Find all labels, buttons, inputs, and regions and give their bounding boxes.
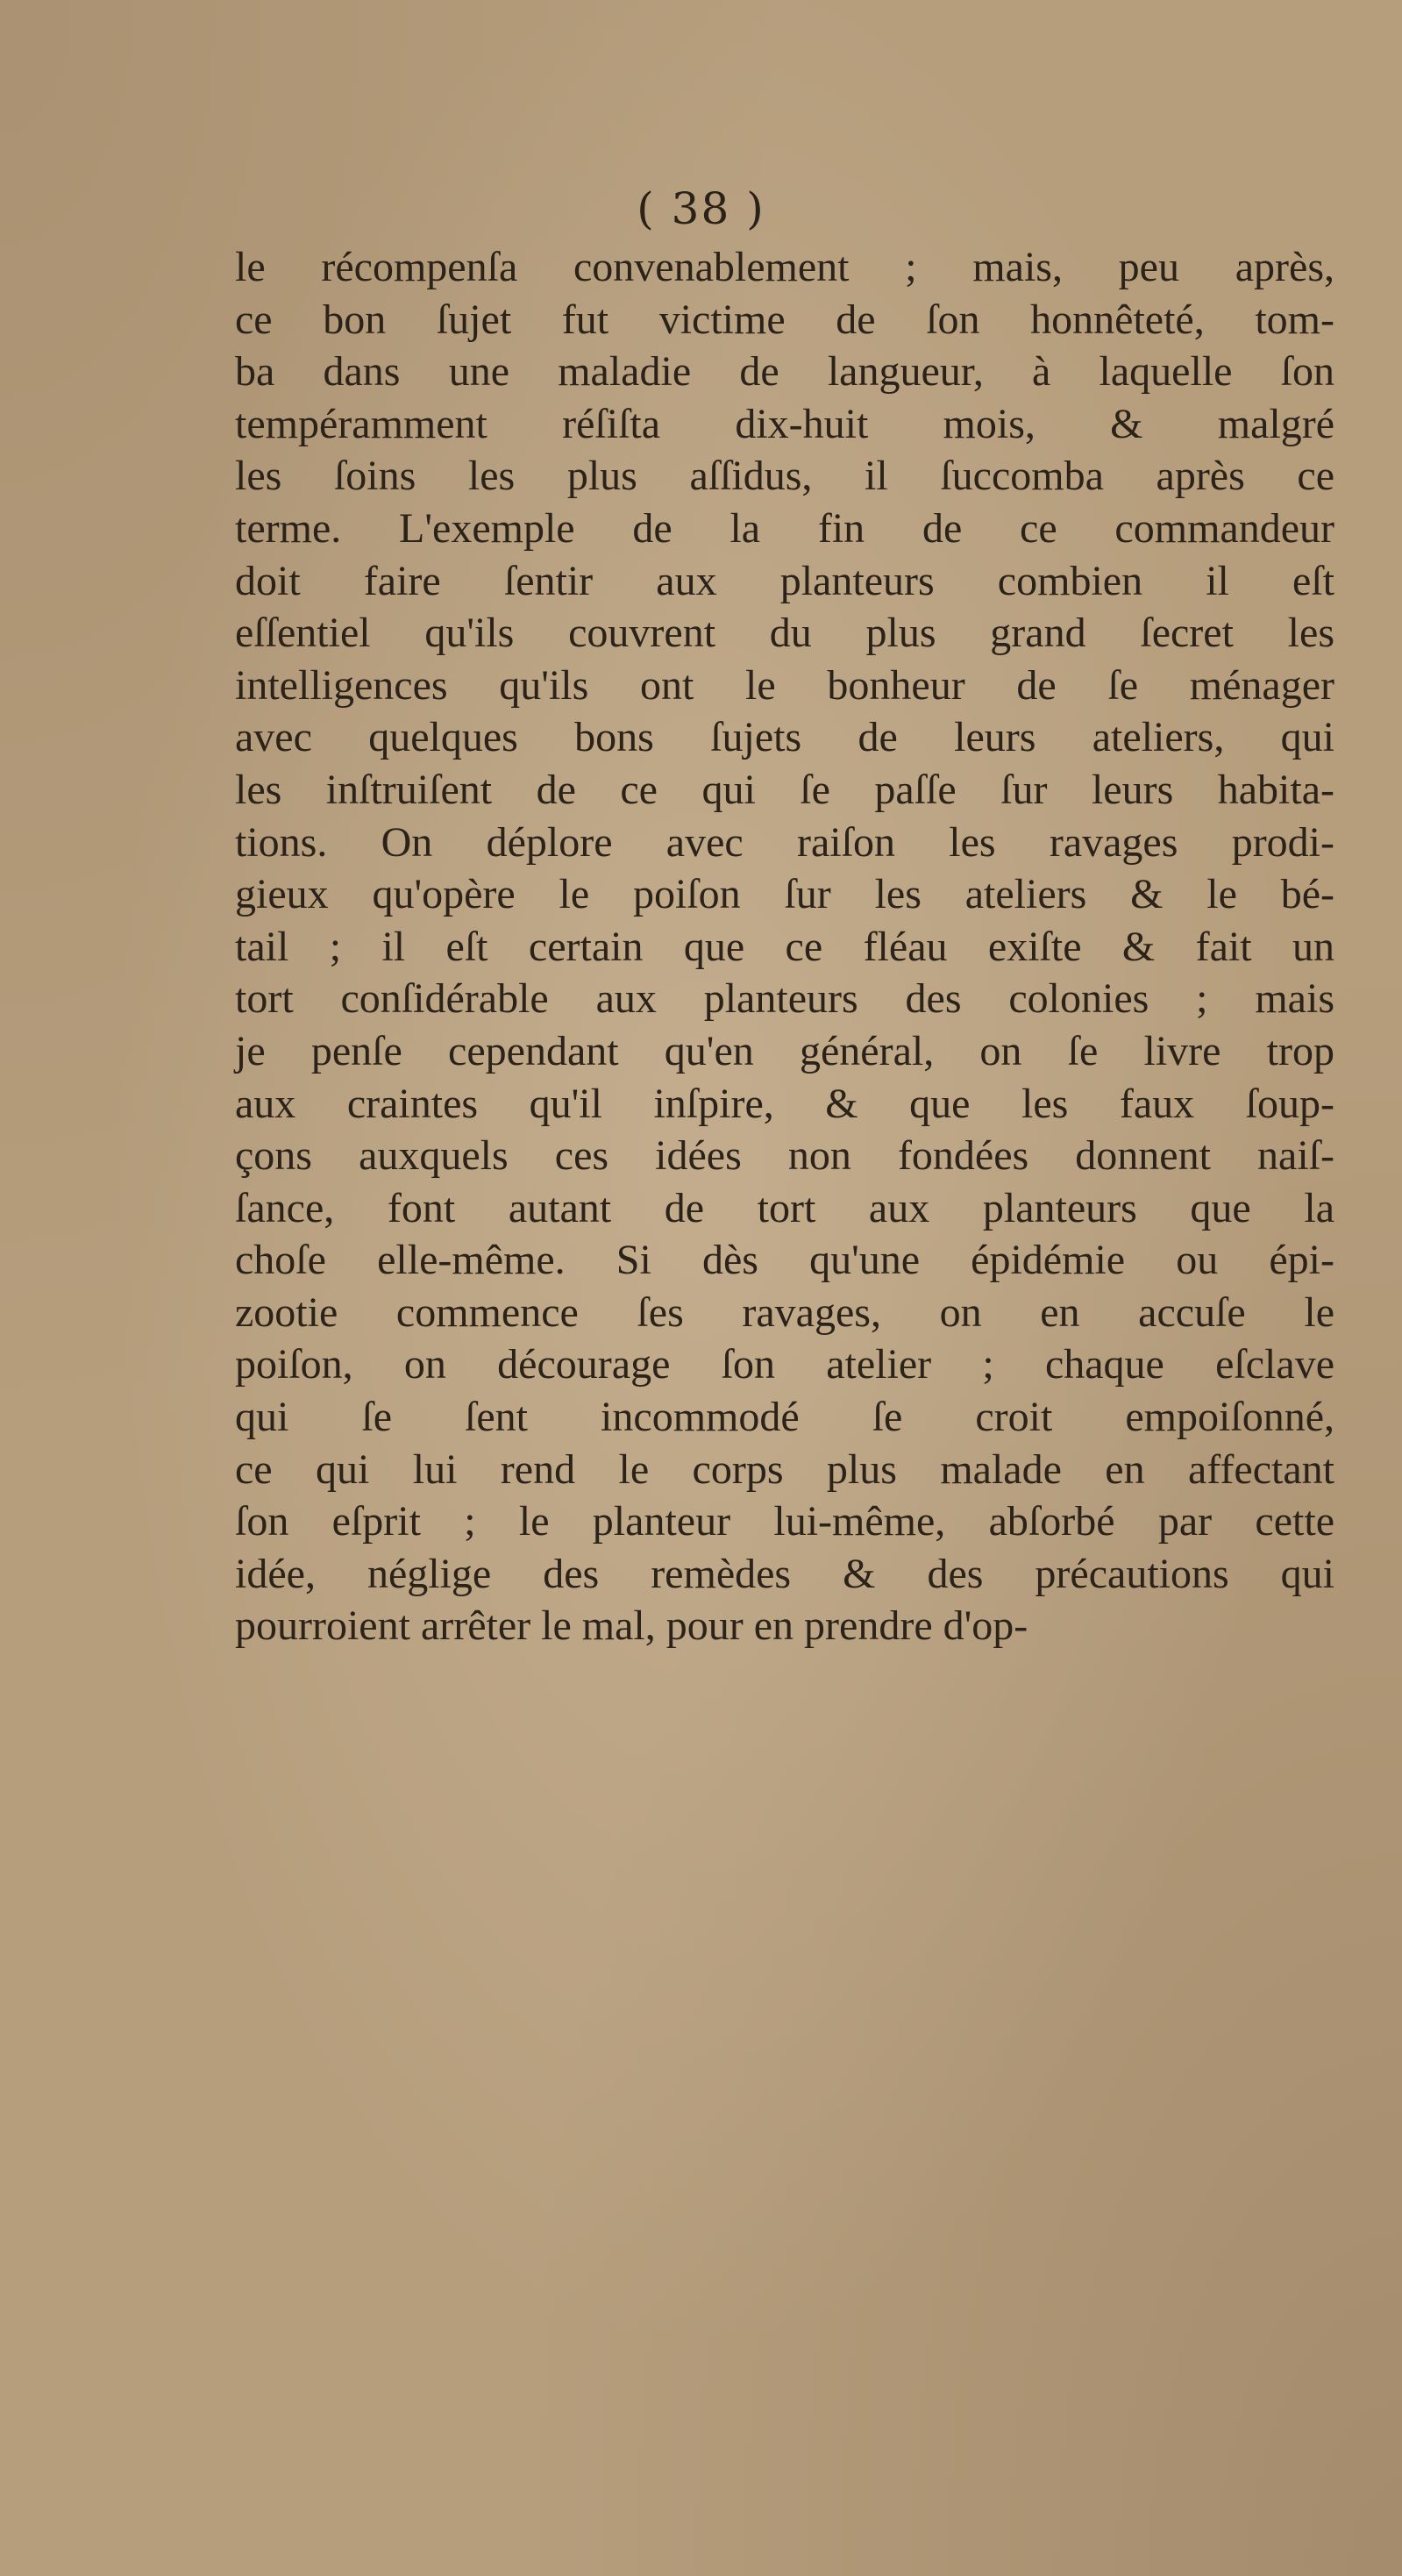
text-line: pourroient arrêter le mal, pour en prendre d'op- (235, 1602, 1028, 1650)
body-text (235, 241, 1334, 1652)
text-line: tail ; il eſt certain que ce fléau exiſte & fait un (235, 923, 1334, 970)
text-line: les ſoins les plus aſſidus, il ſuccomba après ce (235, 453, 1334, 500)
text-line: ba dans une maladie de langueur, à laquelle ſon (235, 348, 1334, 396)
text-line: intelligences qu'ils ont le bonheur de ſe ménager (235, 661, 1334, 709)
text-line: terme. L'exemple de la fin de ce commandeur (235, 504, 1334, 552)
text-line: tempéramment réſiſta dix-huit mois, & malgré (235, 400, 1334, 447)
text-line: aux craintes qu'il inſpire, & que les faux ſoup- (235, 1080, 1334, 1127)
text-line: poiſon, on décourage ſon atelier ; chaque eſclave (235, 1341, 1334, 1388)
text-line: ſance, font autant de tort aux planteurs que la (235, 1184, 1334, 1231)
text-line: ce qui lui rend le corps plus malade en affectant (235, 1445, 1334, 1493)
text-line: avec quelques bons ſujets de leurs ateliers, qui (235, 714, 1334, 761)
text-line: je penſe cependant qu'en général, on ſe livre trop (235, 1027, 1334, 1074)
text-line: çons auxquels ces idées non fondées donnent naiſ- (235, 1132, 1334, 1180)
text-line: zootie commence ſes ravages, on en accuſe le (235, 1288, 1334, 1336)
text-line: eſſentiel qu'ils couvrent du plus grand ſecret les (235, 610, 1334, 657)
text-line: ſon eſprit ; le planteur lui-même, abſorbé par cette (235, 1498, 1334, 1545)
text-line: les inſtruiſent de ce qui ſe paſſe ſur leurs habita- (235, 766, 1334, 813)
text-line: qui ſe ſent incommodé ſe croit empoiſonné, (235, 1394, 1334, 1441)
text-line: doit faire ſentir aux planteurs combien il eſt (235, 557, 1334, 604)
text-line: gieux qu'opère le poiſon ſur les ateliers & le bé- (235, 871, 1334, 918)
text-line: ce bon ſujet fut victime de ſon honnêteté, tom- (235, 296, 1334, 343)
text-line: le récompenſa convenablement ; mais, peu après, (235, 244, 1334, 290)
text-line: tions. On déplore avec raiſon les ravages prodi- (235, 818, 1334, 866)
text-line: idée, néglige des remèdes & des précautions qui (235, 1550, 1334, 1597)
text-line: choſe elle-même. Si dès qu'une épidémie ou épi- (235, 1237, 1334, 1284)
page-number: ( 38 ) (637, 183, 765, 234)
text-line: tort conſidérable aux planteurs des colonies ; mais (235, 975, 1334, 1023)
